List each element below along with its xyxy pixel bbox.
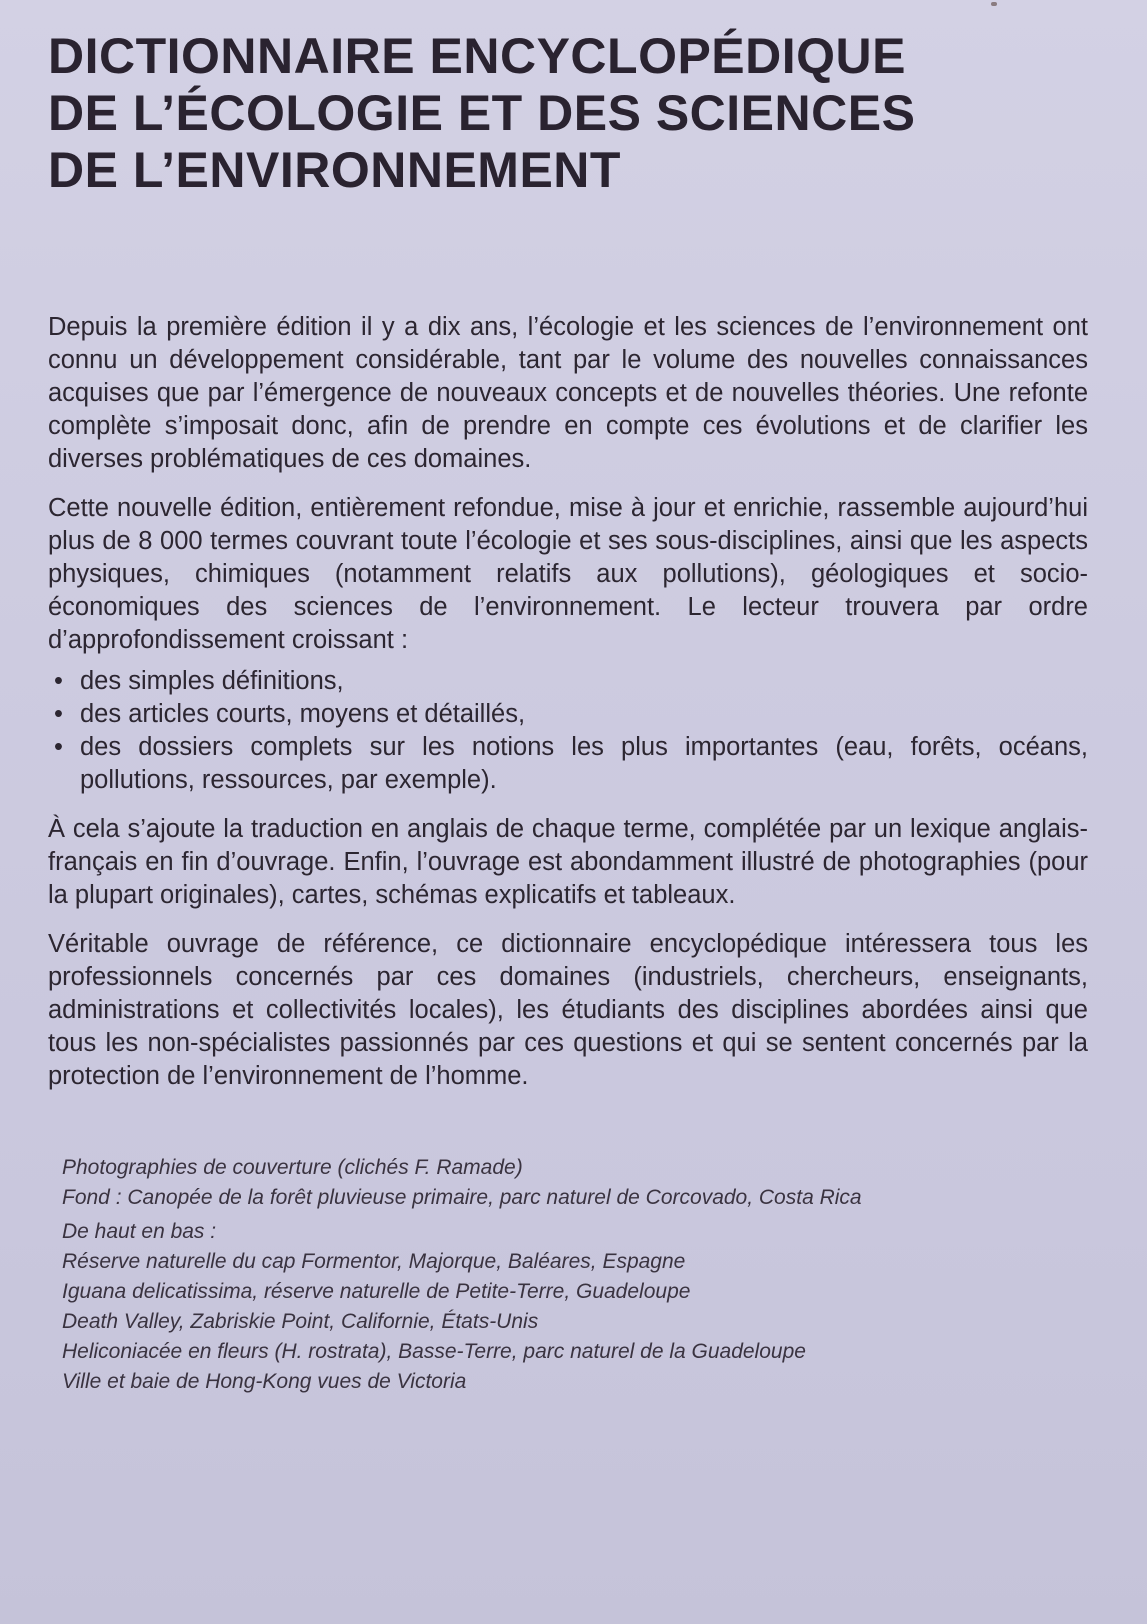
blurb xyxy=(48,311,1088,1093)
credits-heading: Photographies de couverture (clichés F. Ramade) xyxy=(62,1156,523,1179)
title-line-1: DICTIONNAIRE ENCYCLOPÉDIQUE xyxy=(48,28,907,84)
title-line-3: DE L’ENVIRONNEMENT xyxy=(48,142,621,198)
surface-speck xyxy=(991,2,997,6)
credits-item: Iguana delicatissima, réserve naturelle de Petite-Terre, Guadeloupe xyxy=(62,1280,691,1303)
feature-list-item xyxy=(48,698,1088,731)
feature-list xyxy=(48,665,1088,797)
blurb-paragraph-2: Cette nouvelle édition, entièrement refondue, mise à jour et enrichie, rassemble aujourd’hui plus de 8 000 termes couvrant toute l’écologie et ses sous-disciplines, ainsi que les aspects physiques, chimiques (notamment relatifs aux pollutions), géologiques et socio-économiques des sciences de l’environnement. Le lecteur trouvera par ordre d’approfondissement croissant : xyxy=(48,494,1088,654)
bullet-icon: • xyxy=(54,733,63,761)
blurb-paragraph-4: Véritable ouvrage de référence, ce dictionnaire encyclopédique intéressera tous les professionnels concernés par ces domaines (industriels, chercheurs, enseignants, administrations et collectivités locales), les étudiants des disciplines abordées ainsi que tous les non-spécialistes passionnés par ces questions et qui se sentent concernés par la protection de l’environnement de l’homme. xyxy=(48,930,1088,1090)
feature-text: des articles courts, moyens et détaillés, xyxy=(80,700,526,728)
feature-text: des dossiers complets sur les notions les plus importantes (eau, forêts, océans, pollutions, ressources, par exemple). xyxy=(80,733,1088,794)
feature-list-item xyxy=(48,731,1088,797)
credits-order-label: De haut en bas : xyxy=(62,1220,217,1243)
title-line-2: DE L’ÉCOLOGIE ET DES SCIENCES xyxy=(48,85,916,141)
credits-item: Ville et baie de Hong-Kong vues de Victoria xyxy=(62,1370,467,1393)
credits-item: Death Valley, Zabriskie Point, Californie, États-Unis xyxy=(62,1310,539,1333)
blurb-paragraph-1: Depuis la première édition il y a dix ans, l’écologie et les sciences de l’environnement ont connu un développement considérable, tant par le volume des nouvelles connaissances acquises que par l’émergence de nouveaux concepts et de nouvelles théories. Une refonte complète s’imposait donc, afin de prendre en compte ces évolutions et de clarifier les diverses problématiques de ces domaines. xyxy=(48,313,1088,473)
credits-item: Heliconiacée en fleurs (H. rostrata), Basse-Terre, parc naturel de la Guadeloupe xyxy=(62,1340,806,1363)
photo-credits xyxy=(62,1153,1108,1397)
book-title xyxy=(48,28,1108,199)
credits-background: Fond : Canopée de la forêt pluvieuse primaire, parc naturel de Corcovado, Costa Rica xyxy=(62,1186,862,1209)
back-cover xyxy=(48,28,1108,1397)
feature-list-item xyxy=(48,665,1088,698)
bullet-icon: • xyxy=(54,700,63,728)
feature-text: des simples définitions, xyxy=(80,667,344,695)
blurb-paragraph-3: À cela s’ajoute la traduction en anglais de chaque terme, complétée par un lexique anglais-français en fin d’ouvrage. Enfin, l’ouvrage est abondamment illustré de photographies (pour la plupart originales), cartes, schémas explicatifs et tableaux. xyxy=(48,815,1088,909)
credits-item: Réserve naturelle du cap Formentor, Majorque, Baléares, Espagne xyxy=(62,1250,686,1273)
bullet-icon: • xyxy=(54,667,63,695)
